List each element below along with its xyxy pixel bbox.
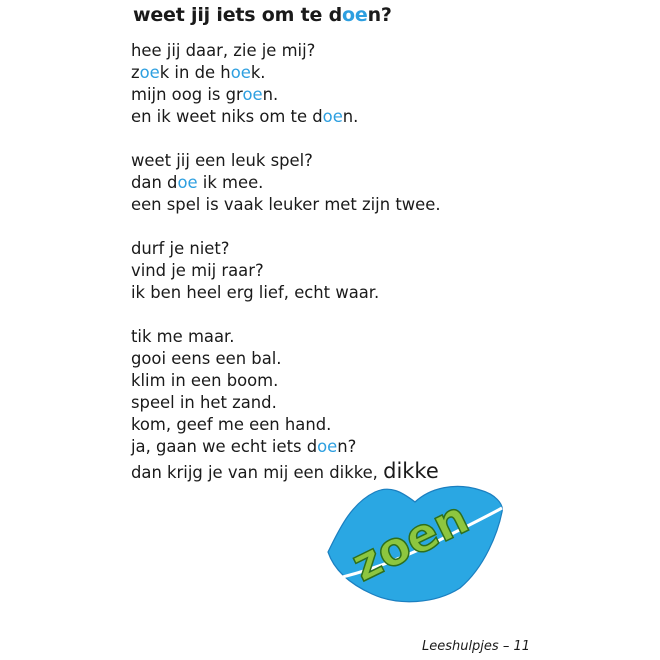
- line-text: speel in het zand.: [131, 393, 277, 412]
- highlight-oe: oe: [322, 107, 343, 126]
- page-footer: Leeshulpjes – 11: [421, 639, 530, 654]
- line-text: weet jij een leuk spel?: [131, 151, 313, 170]
- title-text-start: weet jij iets om te d: [133, 4, 343, 26]
- line-text: ja, gaan we echt iets d: [131, 437, 318, 456]
- highlight-oe: oe: [242, 85, 263, 104]
- poem-line: [131, 40, 441, 62]
- line-text: k.: [250, 63, 266, 82]
- line-text: kom, geef me een hand.: [131, 415, 332, 434]
- poem-body: [131, 40, 441, 506]
- stanza: [131, 40, 441, 128]
- lips-word-zoen: zoen: [343, 489, 477, 592]
- line-text: z: [131, 63, 140, 82]
- poem-line: [131, 172, 441, 194]
- line-text: vind je mij raar?: [131, 261, 264, 280]
- line-text: hee jij daar, zie je mij?: [131, 41, 316, 60]
- stanza: [131, 238, 441, 304]
- line-text: k in de h: [159, 63, 231, 82]
- poem-line: [131, 150, 441, 172]
- line-text: een spel is vaak leuker met zijn twee.: [131, 195, 441, 214]
- highlight-oe: oe: [139, 63, 160, 82]
- line-text: n.: [262, 85, 279, 104]
- poem-line: [131, 458, 441, 484]
- highlight-oe: oe: [230, 63, 251, 82]
- title-highlight: oe: [342, 4, 368, 26]
- line-text: n?: [337, 437, 357, 456]
- poem-line: [131, 370, 441, 392]
- poem-line: [131, 436, 441, 458]
- line-text: dan d: [131, 173, 178, 192]
- lips-zoen-illustration: [320, 482, 510, 607]
- stanza: [131, 150, 441, 216]
- poem-line: [131, 348, 441, 370]
- line-text: tik me maar.: [131, 327, 235, 346]
- poem-line: [131, 62, 441, 84]
- poem-line: [131, 414, 441, 436]
- highlight-oe: oe: [177, 173, 198, 192]
- poem-line: [131, 106, 441, 128]
- line-text: mijn oog is gr: [131, 85, 243, 104]
- line-text: ik ben heel erg lief, echt waar.: [131, 283, 380, 302]
- poem-line: [131, 84, 441, 106]
- line-text: dan krijg je van mij een dikke,: [131, 463, 384, 482]
- poem-line: [131, 238, 441, 260]
- poem-title: [133, 4, 392, 26]
- poem-line: [131, 326, 441, 348]
- line-text: klim in een boom.: [131, 371, 279, 390]
- highlight-oe: oe: [317, 437, 338, 456]
- title-text-end: n?: [367, 4, 392, 26]
- line-text: ik mee.: [197, 173, 264, 192]
- poem-line: [131, 194, 441, 216]
- line-text: durf je niet?: [131, 239, 230, 258]
- enlarged-word: dikke: [383, 459, 439, 483]
- stanza: [131, 326, 441, 484]
- line-text: n.: [342, 107, 359, 126]
- poem-line: [131, 392, 441, 414]
- line-text: en ik weet niks om te d: [131, 107, 323, 126]
- line-text: gooi eens een bal.: [131, 349, 282, 368]
- poem-line: [131, 282, 441, 304]
- poem-line: [131, 260, 441, 282]
